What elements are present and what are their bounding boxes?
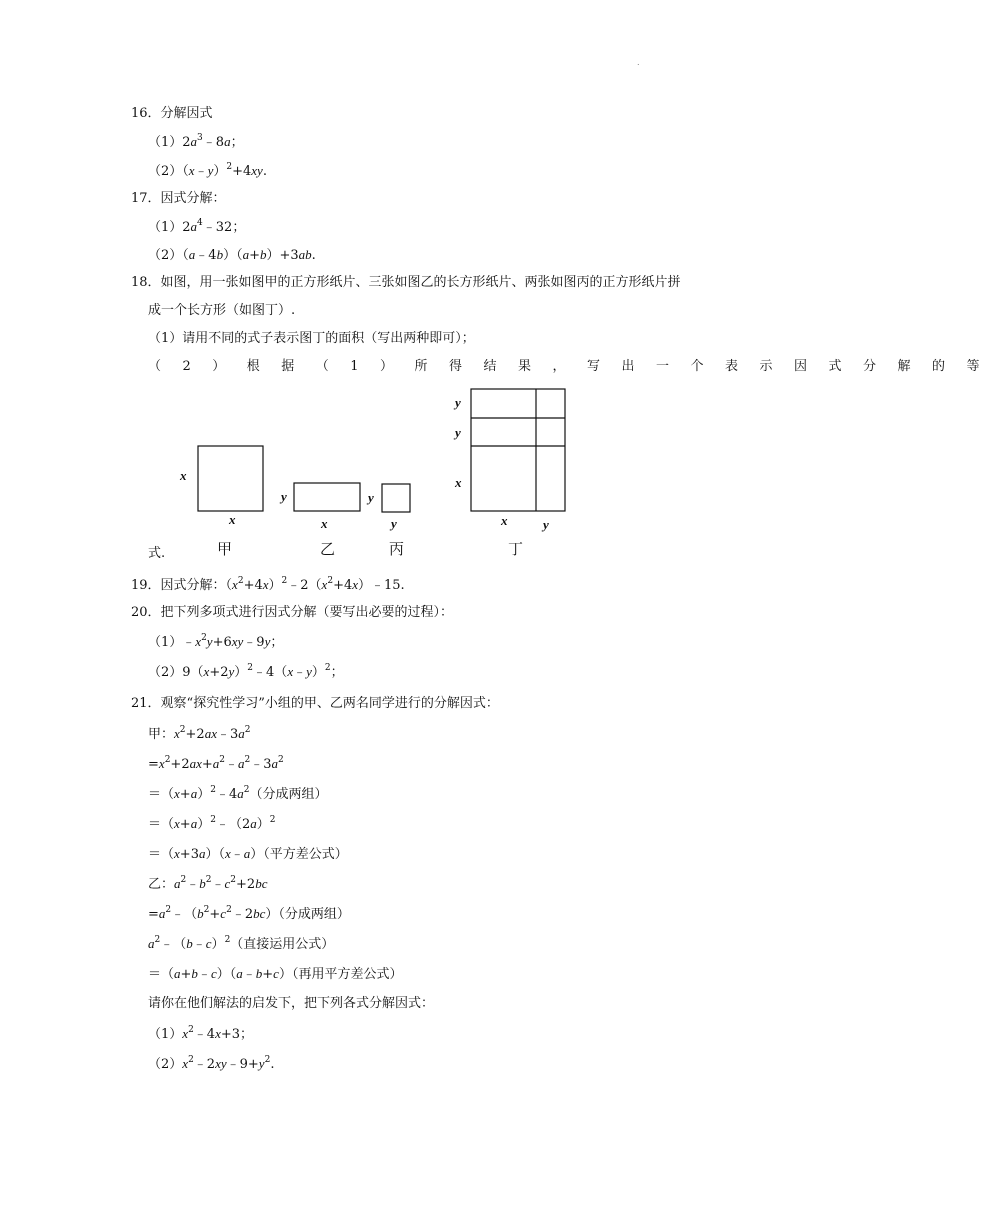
q21-yi-line2: $=a^2﹣(b^2+c^2﹣2bc)$（分成两组） xyxy=(148,904,350,922)
q18-title-line2: 成一个长方形（如图丁）. xyxy=(148,303,296,318)
ding-x-side-label: x xyxy=(455,475,462,490)
shape-jia-square xyxy=(198,446,263,511)
ding-x-bottom-label: x xyxy=(501,513,508,528)
q21-jia-line3: $=(x+a)^2﹣4a^2$（分成两组） xyxy=(148,784,328,802)
q21-title: 21．观察“探究性学习”小组的甲、乙两名同学进行的分解因式： xyxy=(131,696,499,711)
caption-yi: 乙 xyxy=(320,540,336,558)
q18-part2-line1: （2）根据（1）所得结果，写出一个表示因式分解的等 xyxy=(148,359,1001,374)
q16-title: 16．分解因式 xyxy=(131,106,213,121)
jia-bottom-label: x xyxy=(229,512,236,527)
q20-part2: $(2)9(x+2y)^2﹣4(x﹣y)^2$； xyxy=(148,662,344,680)
q21-jia-line2: $=x^2+2ax+a^2﹣a^2﹣3a^2$ xyxy=(148,754,284,772)
q18-part1: （1）请用不同的式子表示图丁的面积（写出两种即可）； xyxy=(148,331,475,346)
caption-bing: 丙 xyxy=(389,540,405,558)
q21-yi-line3: $a^2﹣(b﹣c)^2$（直接运用公式） xyxy=(148,934,335,952)
ding-y2-label: y xyxy=(455,425,461,440)
jia-side-label: x xyxy=(180,468,187,483)
figure-svg xyxy=(170,383,590,568)
q19-title: 19．因式分解：$(x^2+4x)^2﹣2(x^2+4x)﹣15$. xyxy=(131,575,405,593)
caption-jia: 甲 xyxy=(217,540,233,558)
q21-yi-line4: ＝（a+b﹣c）（a﹣b+c）（再用平方差公式） xyxy=(148,966,403,982)
q20-title: 20．把下列多项式进行因式分解（要写出必要的过程）： xyxy=(131,605,454,620)
q20-part1: $(1)﹣x^2y+6xy﹣9y$； xyxy=(148,632,284,650)
q18-figure xyxy=(170,383,590,568)
bing-side-label: y xyxy=(368,490,374,505)
ding-y-bottom-label: y xyxy=(543,517,549,532)
q17-part1: $(1)2a^4﹣32$； xyxy=(148,217,246,235)
q21-jia-line1: 甲：$x^2+2ax﹣3a^2$ xyxy=(148,724,251,742)
q21-prompt: 请你在他们解法的启发下，把下列各式分解因式： xyxy=(148,996,435,1011)
q21-part2: $(2)x^2﹣2xy﹣9+y^2$. xyxy=(148,1054,275,1072)
shape-bing-square xyxy=(382,484,410,512)
yi-side-label: y xyxy=(281,489,287,504)
q21-jia-line4: $=(x+a)^2﹣(2a)^2$ xyxy=(148,814,276,832)
q21-jia-line5: ＝（x+3a）（x﹣a）（平方差公式） xyxy=(148,846,348,862)
q21-part1: $(1)x^2﹣4x+3$； xyxy=(148,1024,254,1042)
q17-title: 17．因式分解： xyxy=(131,191,226,206)
q17-part2: （2）（a﹣4b）（a+b）+3ab. xyxy=(148,247,316,263)
q16-part1: $(1)2a^3﹣8a$； xyxy=(148,132,244,150)
shape-yi-rectangle xyxy=(294,483,360,511)
header-dot: . xyxy=(637,58,640,67)
bing-bottom-label: y xyxy=(391,516,397,531)
q18-title-line1: 18．如图，用一张如图甲的正方形纸片、三张如图乙的长方形纸片、两张如图丙的正方形纸片拼 xyxy=(131,275,681,290)
q16-part2: （2）（x﹣y）$^2$+4xy. xyxy=(148,161,267,179)
q21-yi-line1: 乙：$a^2﹣b^2﹣c^2+2bc$ xyxy=(148,874,268,892)
ding-y1-label: y xyxy=(455,395,461,410)
caption-ding: 丁 xyxy=(508,540,524,558)
q18-part2-line2: 式. xyxy=(148,546,166,561)
shape-ding-rectangle xyxy=(471,389,565,511)
yi-bottom-label: x xyxy=(321,516,328,531)
